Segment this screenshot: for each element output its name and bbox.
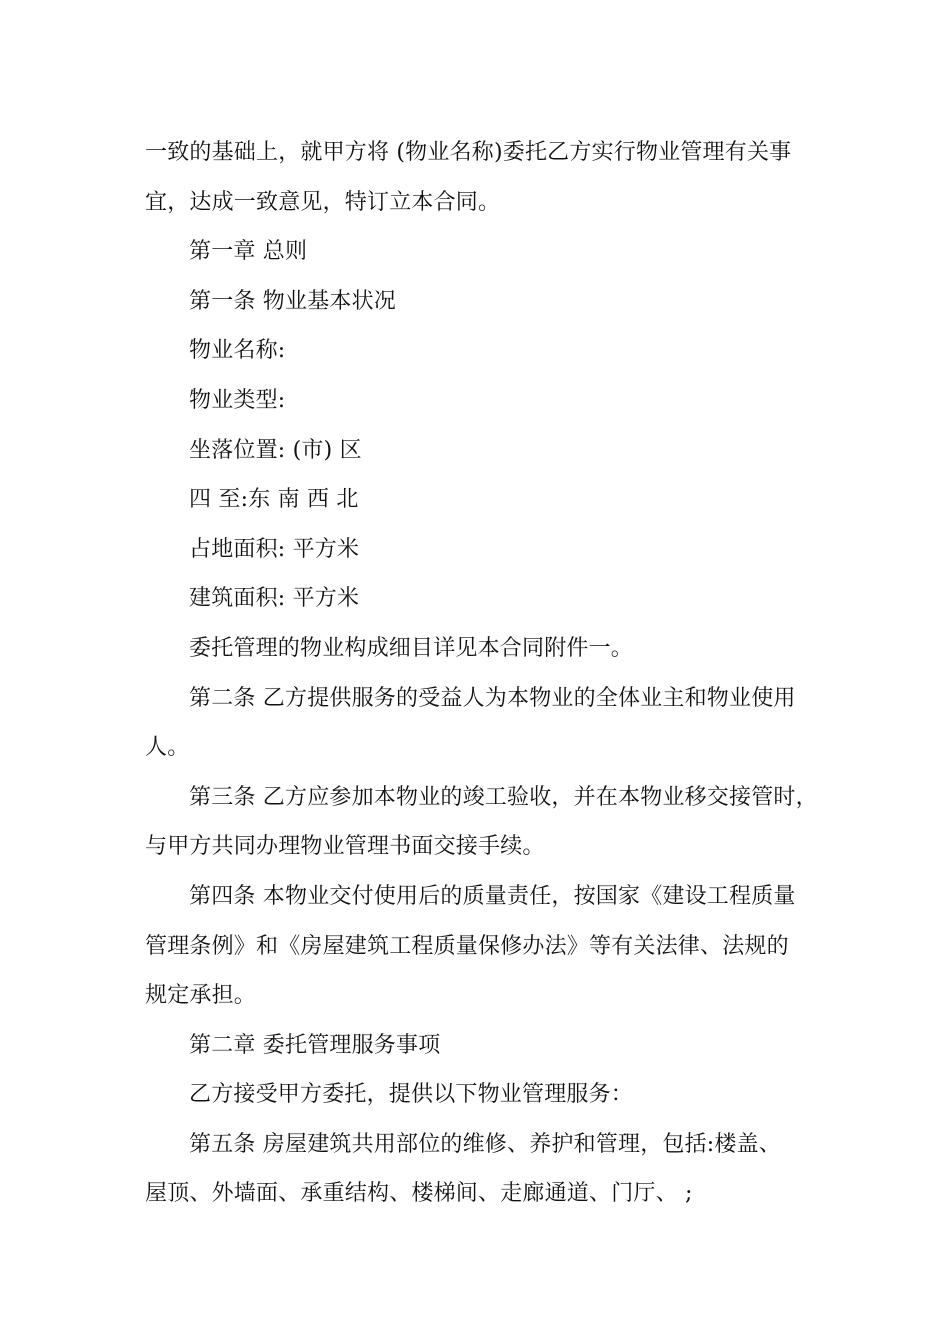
text-line: 委托管理的物业构成细目详见本合同附件一。 (189, 635, 634, 661)
text-line: 宜，达成一致意见，特订立本合同。 (145, 189, 501, 215)
field-location: 坐落位置: (市) 区 (189, 437, 362, 463)
text-line: 与甲方共同办理物业管理书面交接手续。 (145, 834, 545, 860)
field-property-type: 物业类型: (189, 387, 286, 413)
chapter-heading: 第二章 委托管理服务事项 (189, 1032, 441, 1058)
text-line: 管理条例》和《房屋建筑工程质量保修办法》等有关法律、法规的 (145, 933, 789, 959)
article-3: 第三条 乙方应参加本物业的竣工验收，并在本物业移交接管时， (189, 784, 818, 810)
text-line: 屋顶、外墙面、承重结构、楼梯间、走廊通道、门厅、 ; (145, 1181, 693, 1207)
article-2: 第二条 乙方提供服务的受益人为本物业的全体业主和物业使用 (189, 685, 796, 711)
text-line: 规定承担。 (145, 983, 257, 1009)
text-line: 一致的基础上，就甲方将 (物业名称)委托乙方实行物业管理有关事 (145, 140, 792, 165)
field-property-name: 物业名称: (189, 338, 286, 364)
chapter-heading: 第一章 总则 (189, 239, 308, 265)
article-4: 第四条 本物业交付使用后的质量责任，按国家《建设工程质量 (189, 883, 796, 909)
article-heading: 第一条 物业基本状况 (189, 288, 396, 314)
text-line: 乙方接受甲方委托，提供以下物业管理服务： (189, 1082, 634, 1108)
document-body (145, 128, 818, 1219)
field-building-area: 建筑面积: 平方米 (189, 586, 360, 612)
field-land-area: 占地面积: 平方米 (189, 536, 360, 562)
article-5: 第五条 房屋建筑共用部位的维修、养护和管理，包括:楼盖、 (189, 1131, 782, 1157)
field-boundaries: 四 至:东 南 西 北 (189, 487, 359, 513)
text-line: 人。 (145, 735, 190, 761)
